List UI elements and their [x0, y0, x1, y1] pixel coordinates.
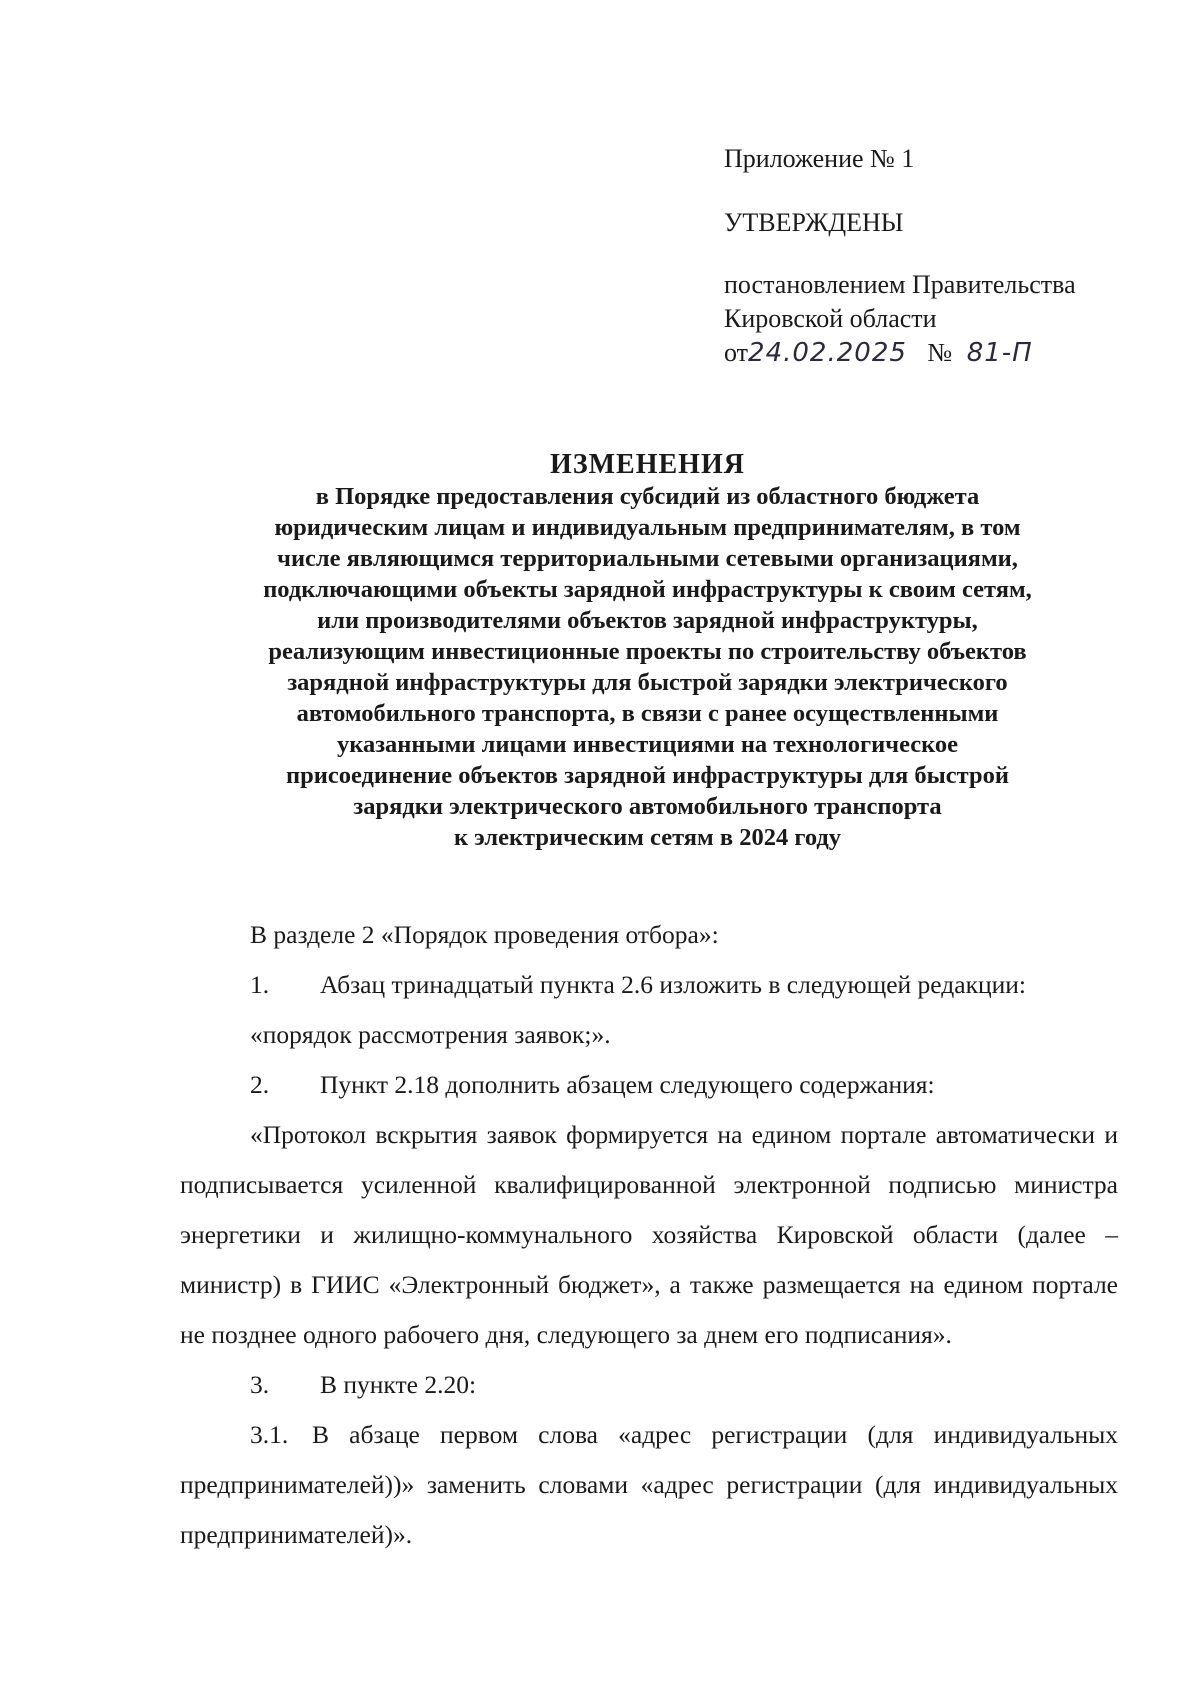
- item-3: [180, 1360, 1118, 1410]
- handwritten-date: 24.02.2025: [748, 338, 907, 368]
- item-text: Абзац тринадцатый пункта 2.6 изложить в следующей редакции:: [320, 970, 1026, 999]
- resolution-date-line: [724, 336, 1164, 370]
- item-number: 1.: [250, 970, 270, 999]
- title-line: присоединение объектов зарядной инфраструктуры для быстрой: [286, 762, 1009, 789]
- title-line: или производителями объектов зарядной инфраструктуры,: [317, 607, 978, 634]
- item-2-quote: «Протокол вскрытия заявок формируется на едином портале автоматически и подписывается усиленной квалифицированной электронной подписью министра энергетики и жилищно-коммунального хозяйства Кировской области (далее – министр) в ГИИС «Электронный бюджет», а также размещается на едином портале не позднее одного рабочего дня, следующего за днем его подписания».: [180, 1120, 1118, 1349]
- title-line: в Порядке предоставления субсидий из областного бюджета: [315, 483, 980, 510]
- title-line: зарядной инфраструктуры для быстрой зарядки электрического: [287, 669, 1008, 696]
- approved-label: УТВЕРЖДЕНЫ: [724, 208, 904, 237]
- title-line: числе являющимся территориальными сетевыми организациями,: [277, 545, 1018, 572]
- item-3-1-paragraph: [180, 1410, 1118, 1560]
- title-line: к электрическим сетям в 2024 году: [453, 824, 842, 851]
- number-prefix: №: [927, 338, 953, 367]
- item-number: 3.: [250, 1370, 270, 1399]
- title-subtitle: [160, 481, 1135, 853]
- annex-label: Приложение № 1: [724, 144, 915, 173]
- document-body: [180, 910, 1118, 1560]
- body-intro: В разделе 2 «Порядок проведения отбора»:: [250, 920, 719, 949]
- title-line: подключающими объекты зарядной инфраструктуры к своим сетям,: [263, 576, 1032, 603]
- item-2: [180, 1060, 1118, 1110]
- title-line: указанными лицами инвестициями на технологическое: [336, 731, 959, 758]
- handwritten-number: 81-П: [966, 338, 1033, 368]
- document-title: [160, 449, 1135, 853]
- item-text: В пункте 2.20:: [320, 1370, 477, 1399]
- resolution-line-2: Кировской области: [724, 304, 937, 333]
- item-text: В абзаце первом слова «адрес регистрации (для индивидуальных предпринимателей))» заменить словами «адрес регистрации (для индивидуальных предпринимателей)».: [180, 1420, 1118, 1549]
- item-text: Пункт 2.18 дополнить абзацем следующего содержания:: [320, 1070, 935, 1099]
- item-3-1: [180, 1410, 1118, 1560]
- approval-block: [724, 142, 1164, 370]
- item-number: 2.: [250, 1070, 270, 1099]
- resolution-line-1: постановлением Правительства: [724, 270, 1076, 299]
- title-line: зарядки электрического автомобильного транспорта: [353, 793, 942, 820]
- title-line: реализующим инвестиционные проекты по строительству объектов: [268, 638, 1027, 665]
- title-main: ИЗМЕНЕНИЯ: [550, 449, 745, 480]
- item-1: [180, 960, 1118, 1010]
- title-line: автомобильного транспорта, в связи с ранее осуществленными: [296, 700, 999, 727]
- item-1-quote: «порядок рассмотрения заявок;».: [250, 1020, 611, 1049]
- title-line: юридическим лицам и индивидуальным предпринимателям, в том: [274, 514, 1021, 541]
- item-number: 3.1.: [250, 1420, 289, 1449]
- date-prefix: от: [724, 338, 749, 367]
